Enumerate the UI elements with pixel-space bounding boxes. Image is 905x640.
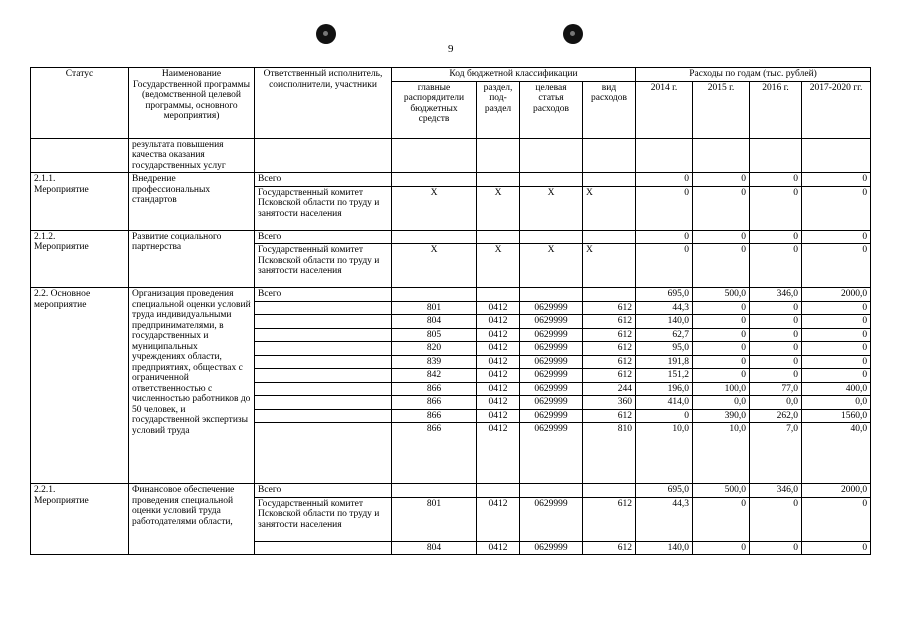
col-target: целевая статья расходов [520,81,583,138]
table-cell: 0412 [477,301,520,315]
table-cell: 695,0 [636,484,693,498]
table-cell: 0 [802,369,871,383]
col-budget-code: Код бюджетной классификации [392,68,636,82]
col-2014: 2014 г. [636,81,693,138]
table-cell: 0629999 [520,382,583,396]
table-row [31,173,871,187]
table-cell: 612 [583,369,636,383]
table-cell: 0629999 [520,409,583,423]
col-2016: 2016 г. [750,81,802,138]
table-cell: 0 [802,541,871,555]
table-cell: 0412 [477,409,520,423]
table-cell: 866 [392,382,477,396]
table-cell: 0 [693,186,750,230]
table-cell: 805 [392,328,477,342]
table-cell [802,138,871,173]
table-cell: 0 [750,173,802,187]
table-cell [583,173,636,187]
table-cell: 140,0 [636,315,693,329]
table-cell: 196,0 [636,382,693,396]
table-cell: 0 [802,244,871,288]
table-cell: 62,7 [636,328,693,342]
table-cell: 0412 [477,382,520,396]
table-cell: 360 [583,396,636,410]
table-cell: 0 [802,328,871,342]
table-cell: 2.1.2. [34,231,56,242]
table-cell: 0 [802,186,871,230]
row-name: результата повышения качества оказания государственных услуг [129,138,255,173]
table-cell [477,138,520,173]
col-2015: 2015 г. [693,81,750,138]
row-status [31,173,129,231]
table-cell: 0629999 [520,355,583,369]
table-cell: 0 [750,301,802,315]
table-cell: 0412 [477,369,520,383]
row-name: Организация проведения специальной оценки условий труда индивидуальными предпринимателями, в государственных и муниципальных учреждениях области, предприятиях, обществах с ограниченной ответственностью с численностью работников до 50 человек, и государственной экспертизы условий труда [129,288,255,484]
table-cell: 1560,0 [802,409,871,423]
table-cell: 0629999 [520,342,583,356]
table-cell: 0412 [477,328,520,342]
table-cell: 839 [392,355,477,369]
table-cell: 0629999 [520,396,583,410]
table-cell: 810 [583,423,636,484]
table-cell: 695,0 [636,288,693,302]
table-cell: 0 [693,497,750,541]
table-cell: 0 [693,301,750,315]
table-cell [520,173,583,187]
row-name: Финансовое обеспечение проведения специальной оценки условий труда работодателями области, [129,484,255,555]
table-cell [583,288,636,302]
table-cell: 842 [392,369,477,383]
table-cell: 191,8 [636,355,693,369]
punch-hole-right-icon [563,24,583,44]
table-cell: 346,0 [750,484,802,498]
table-cell: 0412 [477,396,520,410]
table-cell: 0 [802,315,871,329]
table-cell: 95,0 [636,342,693,356]
table-cell: 0 [750,541,802,555]
table-cell: 866 [392,396,477,410]
table-cell [520,484,583,498]
budget-table [30,67,871,555]
table-cell: 612 [583,541,636,555]
table-cell: 0 [750,355,802,369]
table-cell: 820 [392,342,477,356]
table-cell: 44,3 [636,497,693,541]
table-cell [31,138,129,173]
table-row [31,230,871,244]
table-cell [392,173,477,187]
col-kind: вид расходов [583,81,636,138]
table-cell: X [477,186,520,230]
table-cell: 0 [636,230,693,244]
table-cell [583,230,636,244]
table-cell [583,138,636,173]
table-cell: 0 [750,186,802,230]
table-cell: 0629999 [520,423,583,484]
table-cell: 801 [392,301,477,315]
table-cell [255,342,392,356]
executor: Государственный комитет Псковской области по труду и занятости населения [255,186,392,230]
table-cell: 10,0 [636,423,693,484]
table-cell: 0 [636,409,693,423]
table-cell [392,230,477,244]
table-cell: 612 [583,315,636,329]
row-name: Развитие социального партнерства [129,230,255,288]
table-cell: 0,0 [693,396,750,410]
table-cell: 804 [392,541,477,555]
col-grbs: главные распорядители бюджетных средств [392,81,477,138]
executor: Государственный комитет Псковской области по труду и занятости населения [255,497,392,541]
table-cell [255,355,392,369]
table-cell: 0629999 [520,301,583,315]
table-row [31,484,871,498]
table-cell: 151,2 [636,369,693,383]
table-cell: 0 [750,497,802,541]
table-cell: X [392,186,477,230]
table-cell: 2.2.1. [34,485,56,495]
table-cell: 390,0 [693,409,750,423]
table-cell: 0412 [477,315,520,329]
table-cell: 0 [750,230,802,244]
table-cell: 0 [636,186,693,230]
table-cell: 0 [750,369,802,383]
table-cell: 0 [693,244,750,288]
table-cell: 612 [583,355,636,369]
executor: Государственный комитет Псковской области по труду и занятости населения [255,244,392,288]
table-cell: 7,0 [750,423,802,484]
table-cell: X [520,244,583,288]
table-cell: 866 [392,423,477,484]
table-cell [583,484,636,498]
table-cell: 0,0 [802,396,871,410]
table-cell: 0629999 [520,497,583,541]
col-responsible: Ответственный исполнитель, соисполнители, участники [255,68,392,139]
table-cell: 244 [583,382,636,396]
table-cell: 0 [636,244,693,288]
table-cell [477,230,520,244]
table-cell: 0 [750,342,802,356]
table-cell: 2.1.1. [34,174,56,184]
table-cell: X [583,244,636,288]
table-cell: 0412 [477,342,520,356]
table-cell [477,173,520,187]
table-row [31,138,871,173]
table-cell: 0 [693,342,750,356]
table-cell [255,423,392,484]
table-cell: 0 [802,173,871,187]
table-cell [520,230,583,244]
table-cell: 0 [750,244,802,288]
table-cell: 801 [392,497,477,541]
table-cell: 612 [583,328,636,342]
table-cell [477,484,520,498]
table-cell: 0629999 [520,328,583,342]
page-number: 9 [448,43,454,55]
table-cell: X [477,244,520,288]
table-cell: 0 [693,230,750,244]
table-cell [255,315,392,329]
table-cell: 77,0 [750,382,802,396]
table-cell [392,484,477,498]
table-cell: Мероприятие [34,495,89,506]
table-cell: 0 [693,328,750,342]
table-cell: 0629999 [520,541,583,555]
table-cell: 2000,0 [802,288,871,302]
total-label: Всего [255,230,392,244]
table-cell [477,288,520,302]
table-cell: 400,0 [802,382,871,396]
col-status: Статус [31,68,129,139]
table-cell: 0 [750,315,802,329]
table-cell: 0 [693,315,750,329]
table-cell [255,138,392,173]
table-cell: 0412 [477,497,520,541]
table-cell: 262,0 [750,409,802,423]
row-status [31,484,129,555]
col-name: Наименование Государственной программы (ведомственной целевой программы, основного мероприятия) [129,68,255,139]
table-cell [255,328,392,342]
table-cell: 10,0 [693,423,750,484]
table-cell: 0412 [477,423,520,484]
row-status [31,230,129,288]
table-cell: 0629999 [520,315,583,329]
table-cell: 804 [392,315,477,329]
table-cell: 0 [802,342,871,356]
table-cell: X [583,186,636,230]
table-cell: Мероприятие [34,184,89,195]
table-cell: 0 [802,230,871,244]
total-label: Всего [255,173,392,187]
table-cell [255,382,392,396]
table-cell: 500,0 [693,484,750,498]
table-cell: 612 [583,497,636,541]
table-cell: 0 [693,173,750,187]
table-cell: 346,0 [750,288,802,302]
table-cell: 0 [636,173,693,187]
table-cell [255,541,392,555]
col-2017-2020: 2017-2020 гг. [802,81,871,138]
table-cell: 0412 [477,355,520,369]
table-cell [636,138,693,173]
table-cell: 100,0 [693,382,750,396]
table-cell: 0412 [477,541,520,555]
table-cell: Мероприятие [34,242,89,252]
table-cell [255,301,392,315]
row-status: 2.2. Основное мероприятие [31,288,129,484]
col-expenses: Расходы по годам (тыс. рублей) [636,68,871,82]
table-cell: 44,3 [636,301,693,315]
table-cell: 0 [693,355,750,369]
table-cell [520,138,583,173]
total-label: Всего [255,484,392,498]
col-section: раздел, под-раздел [477,81,520,138]
table-cell [392,288,477,302]
table-cell: 140,0 [636,541,693,555]
row-name: Внедрение профессиональных стандартов [129,173,255,231]
table-cell [392,138,477,173]
punch-hole-left-icon [316,24,336,44]
table-cell: 612 [583,409,636,423]
table-cell: 0 [802,301,871,315]
table-cell [255,369,392,383]
table-cell [750,138,802,173]
table-cell: X [392,244,477,288]
table-cell [520,288,583,302]
table-cell: 414,0 [636,396,693,410]
table-cell: 0 [693,369,750,383]
table-cell: 2000,0 [802,484,871,498]
table-cell: 612 [583,301,636,315]
table-cell [693,138,750,173]
table-cell [255,396,392,410]
total-label: Всего [255,288,392,302]
table-cell [255,409,392,423]
table-cell: 40,0 [802,423,871,484]
table-row [31,288,871,302]
table-cell: 0 [750,328,802,342]
table-cell: 0,0 [750,396,802,410]
table-cell: 0 [802,355,871,369]
table-cell: 0629999 [520,369,583,383]
header-row-1 [31,68,871,82]
table-cell: 866 [392,409,477,423]
table-cell: 500,0 [693,288,750,302]
table-cell: 0 [693,541,750,555]
table-cell: X [520,186,583,230]
table-cell: 0 [802,497,871,541]
table-cell: 612 [583,342,636,356]
